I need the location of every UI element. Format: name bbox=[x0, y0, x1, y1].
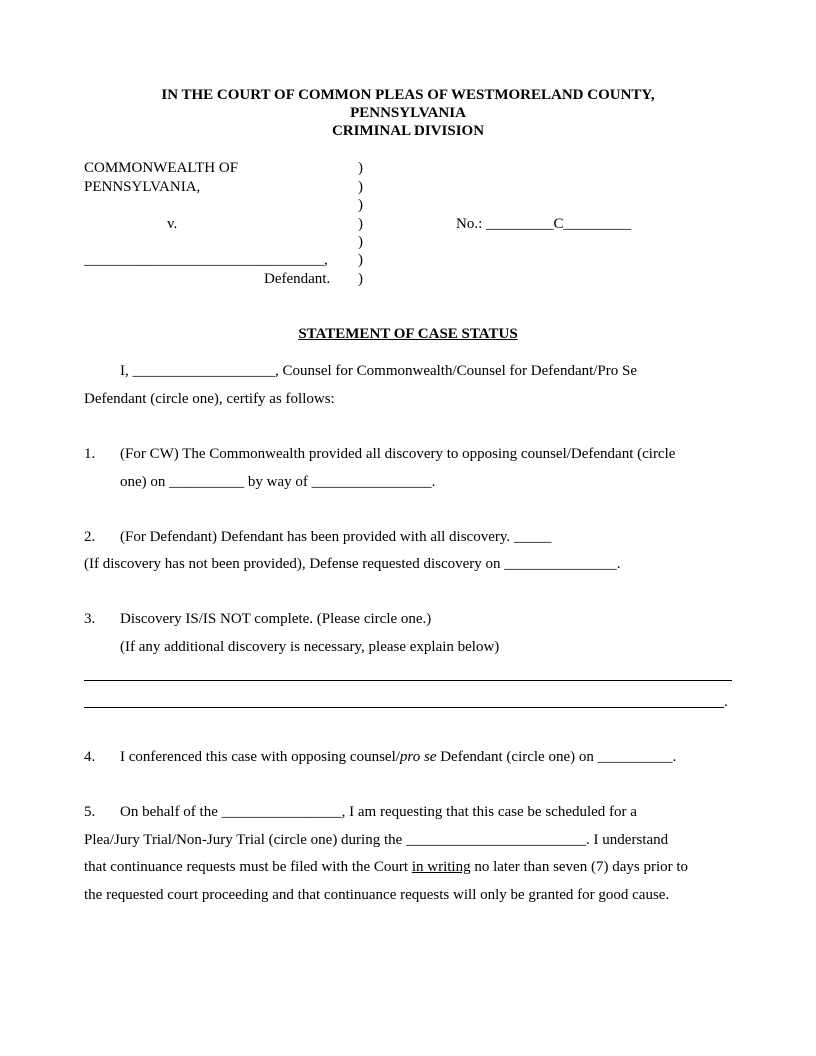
item1-line2: one) on __________ by way of ________________. bbox=[120, 474, 436, 490]
defendant-label: Defendant. bbox=[264, 271, 331, 287]
court-division: CRIMINAL DIVISION bbox=[331, 123, 485, 139]
item3-line2: (If any additional discovery is necessary, please explain below) bbox=[120, 639, 500, 655]
item5-line2: Plea/Jury Trial/Non-Jury Trial (circle one) during the ________________________. I understand bbox=[84, 832, 669, 848]
caption-paren: ) bbox=[358, 197, 363, 213]
plaintiff-line1: COMMONWEALTH OF bbox=[84, 160, 239, 176]
caption-paren: ) bbox=[358, 160, 363, 176]
plaintiff-line2: PENNSYLVANIA, bbox=[84, 179, 201, 195]
intro-line1: I, ___________________, Counsel for Commonwealth/Counsel for Defendant/Pro Se bbox=[120, 363, 638, 379]
item4-text-after: Defendant (circle one) on __________. bbox=[436, 749, 677, 765]
item2-line1: (For Defendant) Defendant has been provided with all discovery. _____ bbox=[120, 529, 552, 545]
item5-line3 bbox=[84, 858, 688, 876]
court-name-line1: IN THE COURT OF COMMON PLEAS OF WESTMORELAND COUNTY, bbox=[161, 87, 655, 103]
versus-label: v. bbox=[167, 216, 178, 232]
caption-paren: ) bbox=[358, 179, 363, 195]
court-name-line2: PENNSYLVANIA bbox=[350, 105, 466, 121]
item1-line1: (For CW) The Commonwealth provided all discovery to opposing counsel/Defendant (circle bbox=[120, 446, 676, 462]
item4-text-italic: pro se bbox=[399, 749, 437, 765]
item5-line1: On behalf of the ________________, I am requesting that this case be scheduled for a bbox=[120, 804, 637, 820]
item4-number: 4. bbox=[84, 749, 96, 765]
item2-line2: (If discovery has not been provided), Defense requested discovery on _______________. bbox=[84, 556, 621, 572]
item4-line bbox=[120, 748, 676, 766]
item1-number: 1. bbox=[84, 446, 96, 462]
item4-text-before: I conferenced this case with opposing counsel/ bbox=[120, 749, 400, 765]
case-number-field: No.: _________C_________ bbox=[456, 216, 632, 232]
explanation-line bbox=[84, 707, 724, 708]
item5-line4: the requested court proceeding and that continuance requests will only be granted for good cause. bbox=[84, 887, 670, 903]
item5-line3-after: no later than seven (7) days prior to bbox=[470, 859, 689, 875]
item5-line3-underlined: in writing bbox=[411, 859, 471, 875]
item5-line3-before: that continuance requests must be filed with the Court bbox=[84, 859, 412, 875]
explanation-end-period: . bbox=[724, 694, 728, 710]
item2-number: 2. bbox=[84, 529, 96, 545]
caption-paren: ) bbox=[358, 252, 363, 268]
caption-paren: ) bbox=[358, 271, 363, 287]
explanation-line bbox=[84, 680, 732, 681]
defendant-name-blank: ________________________________, bbox=[84, 252, 328, 268]
document-title: STATEMENT OF CASE STATUS bbox=[298, 326, 518, 342]
intro-line2: Defendant (circle one), certify as follows: bbox=[84, 391, 335, 407]
item3-line1: Discovery IS/IS NOT complete. (Please circle one.) bbox=[120, 611, 432, 627]
caption-paren: ) bbox=[358, 216, 363, 232]
item5-number: 5. bbox=[84, 804, 96, 820]
item3-number: 3. bbox=[84, 611, 96, 627]
caption-paren: ) bbox=[358, 234, 363, 250]
